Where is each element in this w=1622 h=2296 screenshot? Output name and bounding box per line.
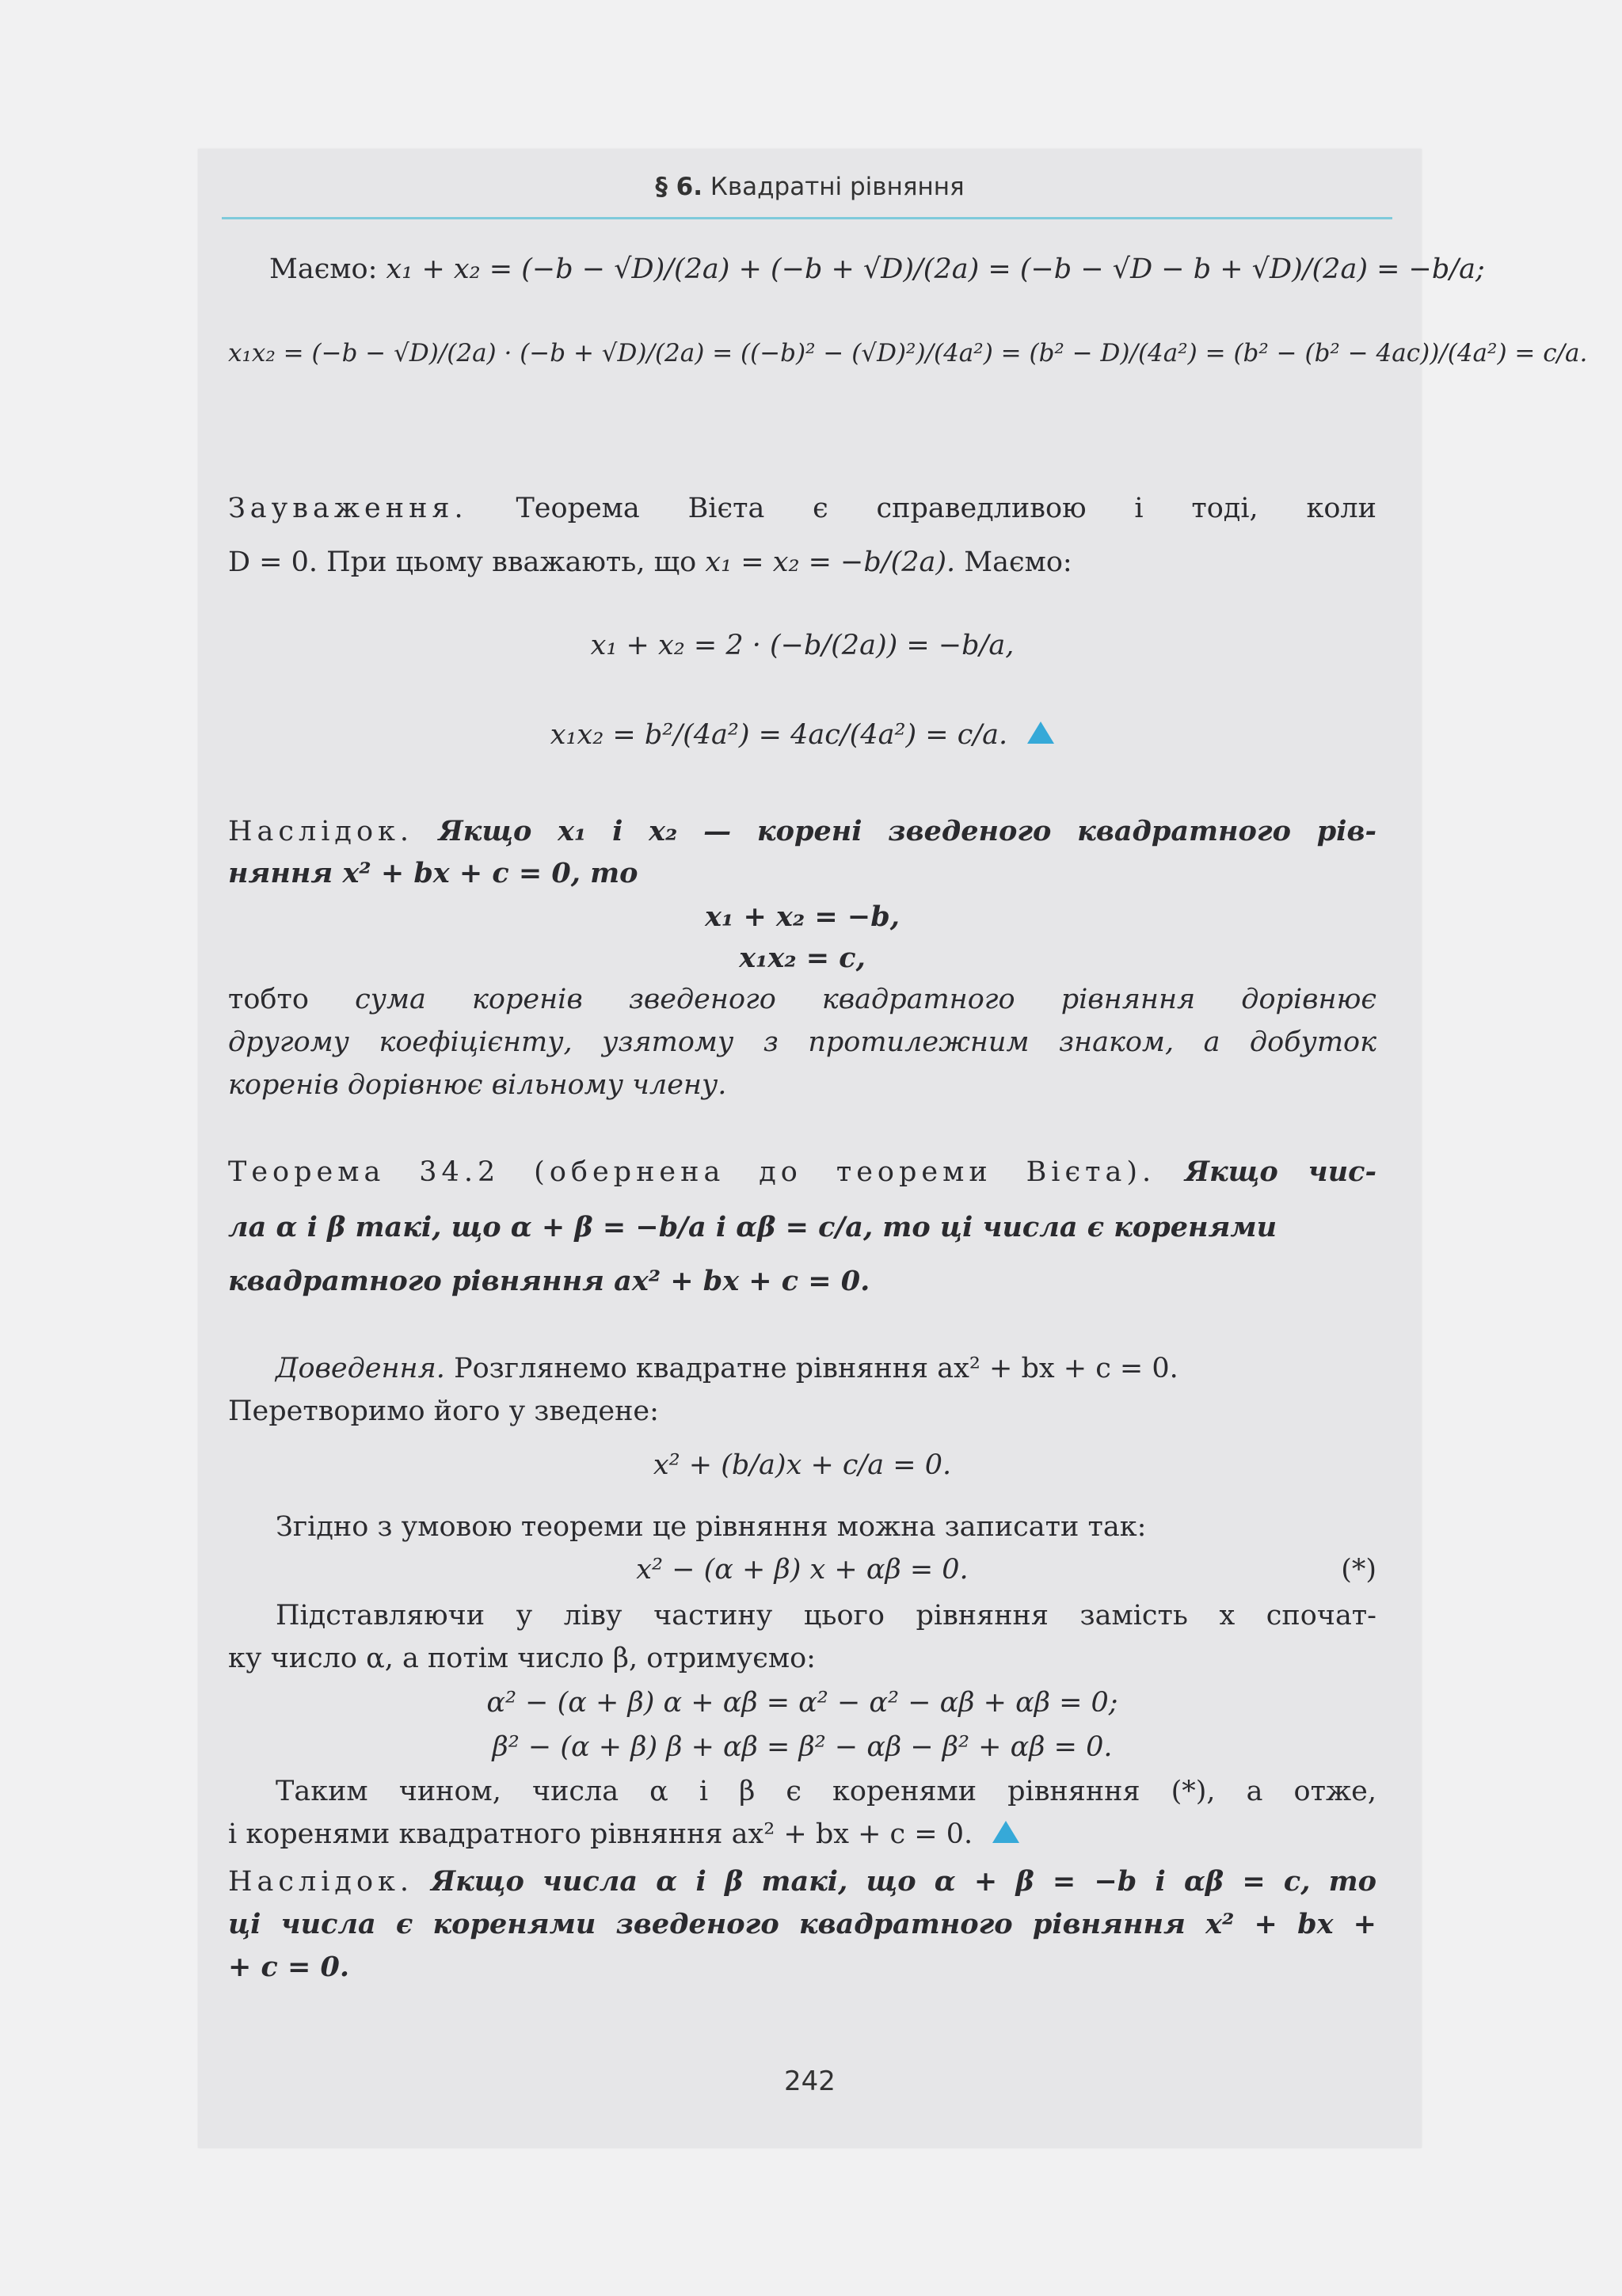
corollary-1-text-4: другому коефіцієнту, узятому з протилежним знаком, а добуток xyxy=(228,1026,1376,1058)
corollary-2-line-2 xyxy=(228,1907,1376,1942)
corollary-2-text-1: Якщо числа α і β такі, що α + β = −b і αβ = c, то xyxy=(431,1865,1376,1898)
corollary-1-line-3 xyxy=(228,982,1376,1017)
corollary-2-label: Наслідок. xyxy=(228,1866,414,1898)
remark-text-1: Теорема Вієта є справедливою і тоді, коли xyxy=(516,493,1376,524)
equation-tag-star: (*) xyxy=(1341,1554,1376,1586)
end-of-proof-triangle-icon xyxy=(1027,722,1054,744)
corollary-1-text-5: коренів дорівнює вільному члену. xyxy=(228,1069,727,1101)
proof-line-5 xyxy=(228,1641,1376,1676)
theorem-label: Теорема 34.2 (обернена до теореми Вієта). xyxy=(228,1156,1156,1188)
header-rule xyxy=(222,217,1392,219)
proof-text-4: Підставляючи у ліву частину цього рівняння замість x спочат- xyxy=(276,1600,1376,1632)
corollary-1-text-2: няння x² + bx + c = 0, то xyxy=(228,857,638,889)
proof-text-5: ку число α, а потім число β, отримуємо: xyxy=(228,1643,816,1674)
theorem-line-3 xyxy=(228,1264,1376,1299)
remark-formula-sum-text: x₁ + x₂ = 2 · (−b/(2a)) = −b/a, xyxy=(590,630,1015,661)
theorem-line-1 xyxy=(228,1155,1376,1190)
proof-line-4 xyxy=(276,1598,1376,1633)
corollary-1-formula-2 xyxy=(228,941,1376,976)
proof-formula-reduced xyxy=(228,1448,1376,1483)
remark-line-2 xyxy=(228,545,1376,580)
proof-text-2: Перетворимо його у зведене: xyxy=(228,1395,659,1427)
theorem-line-2 xyxy=(228,1210,1376,1245)
remark-line-1 xyxy=(228,491,1376,526)
corollary-1-line-2 xyxy=(228,856,1376,891)
proof-line-3 xyxy=(276,1510,1376,1544)
theorem-text-1: Якщо чис- xyxy=(1185,1156,1376,1188)
section-title: Квадратні рівняння xyxy=(710,173,965,201)
remark-text-2b: x₁ = x₂ = −b/(2a). xyxy=(705,546,956,578)
vieta-sum-line xyxy=(269,252,1485,287)
proof-line-7 xyxy=(228,1817,1376,1852)
remark-formula-product xyxy=(228,718,1376,752)
proof-text-1: Розглянемо квадратне рівняння ax² + bx + c = 0. xyxy=(454,1353,1178,1384)
remark-label: Зауваження. xyxy=(228,493,468,524)
proof-line-2 xyxy=(228,1394,1376,1429)
proof-text-6: Таким чином, числа α і β є коренями рівняння (*), а отже, xyxy=(276,1776,1376,1807)
vieta-product-line xyxy=(228,336,1588,371)
remark-formula-sum xyxy=(228,628,1376,663)
proof-line-1 xyxy=(276,1351,1376,1386)
corollary-1-label: Наслідок. xyxy=(228,816,414,847)
proof-formula-beta xyxy=(228,1730,1376,1765)
proof-formula-alpha xyxy=(228,1685,1376,1720)
vieta-product-formula: x₁x₂ = (−b − √D)/(2a) · (−b + √D)/(2a) = ((−b)² − (√D)²)/(4a²) = (b² − D)/(4a²) = (b² − (b² − 4ac))/(4a²) = c/a. xyxy=(228,339,1588,367)
proof-formula-star xyxy=(228,1552,1376,1587)
proof-formula-alpha-text: α² − (α + β) α + αβ = α² − α² − αβ + αβ = 0; xyxy=(486,1687,1118,1719)
corollary-1-formula-1-text: x₁ + x₂ = −b, xyxy=(705,901,900,933)
intro-label: Маємо: xyxy=(269,253,378,285)
section-number: § 6. xyxy=(655,173,702,201)
proof-formula-reduced-text: x² + (b/a)x + c/a = 0. xyxy=(653,1449,952,1481)
proof-formula-beta-text: β² − (α + β) β + αβ = β² − αβ − β² + αβ = 0. xyxy=(492,1731,1113,1763)
page-number: 242 xyxy=(784,2066,836,2097)
running-header xyxy=(198,173,1422,201)
proof-line-6 xyxy=(276,1774,1376,1809)
proof-label: Доведення. xyxy=(276,1353,445,1384)
corollary-2-text-2: ці числа є коренями зведеного квадратного рівняння x² + bx + xyxy=(228,1908,1376,1940)
corollary-1-text-3: сума коренів зведеного квадратного рівняння дорівнює xyxy=(355,984,1376,1015)
proof-formula-star-text: x² − (α + β) x + αβ = 0. xyxy=(636,1554,969,1586)
vieta-sum-formula: x₁ + x₂ = (−b − √D)/(2a) + (−b + √D)/(2a) = (−b − √D − b + √D)/(2a) = −b/a; xyxy=(386,253,1485,285)
corollary-1-line-5 xyxy=(228,1068,1376,1102)
book-page xyxy=(198,149,1588,2148)
corollary-1-formula-2-text: x₁x₂ = c, xyxy=(739,942,866,974)
theorem-text-2: ла α і β такі, що α + β = −b/a і αβ = c/a, то ці числа є коренями xyxy=(228,1211,1277,1243)
corollary-1-line-4 xyxy=(228,1025,1376,1060)
end-of-proof-triangle-icon xyxy=(992,1821,1019,1843)
corollary-1-line-1 xyxy=(228,814,1376,849)
remark-text-2a: D = 0. При цьому вважають, що xyxy=(228,546,697,578)
corollary-1-text-1: Якщо x₁ і x₂ — корені зведеного квадратного рів- xyxy=(438,815,1376,847)
proof-text-7: і коренями квадратного рівняння ax² + bx + c = 0. xyxy=(228,1818,973,1850)
remark-text-2c: Маємо: xyxy=(964,546,1072,578)
proof-text-3: Згідно з умовою теореми це рівняння можна записати так: xyxy=(276,1511,1147,1543)
remark-formula-product-text: x₁x₂ = b²/(4a²) = 4ac/(4a²) = c/a. xyxy=(550,719,1008,751)
corollary-1-lead: тобто xyxy=(228,984,309,1015)
corollary-2-line-3 xyxy=(228,1950,1376,1985)
corollary-2-text-3: + c = 0. xyxy=(228,1951,350,1983)
corollary-2-line-1 xyxy=(228,1864,1376,1899)
theorem-text-3: квадратного рівняння ax² + bx + c = 0. xyxy=(228,1265,870,1297)
corollary-1-formula-1 xyxy=(228,900,1376,935)
